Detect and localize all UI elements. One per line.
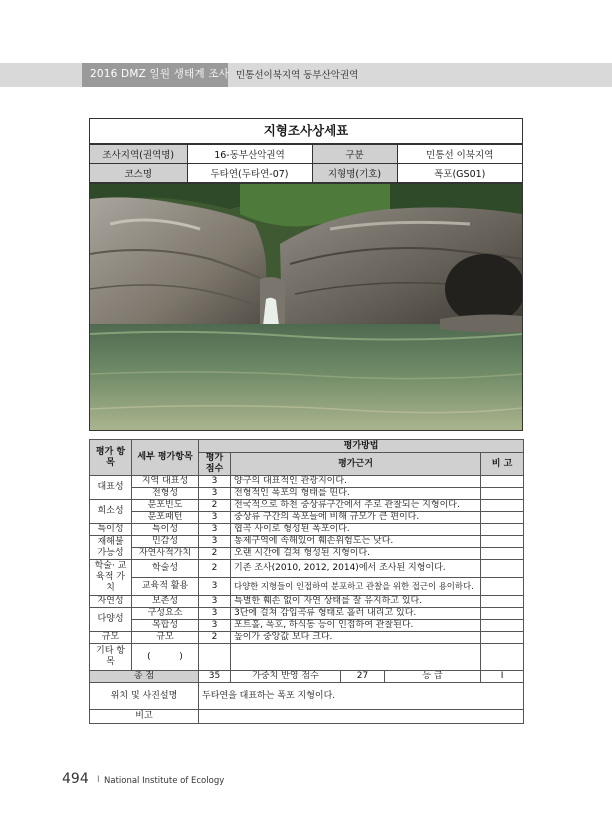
score-cell: 3 xyxy=(199,620,231,632)
info-row xyxy=(90,145,522,164)
basis-cell: 전형적인 폭포의 형태를 띤다. xyxy=(231,488,481,500)
category-cell: 특이성 xyxy=(90,524,132,536)
table-row xyxy=(90,644,524,671)
total-value: 35 xyxy=(199,671,231,683)
evaluation-table xyxy=(89,439,524,724)
table-row xyxy=(90,632,524,644)
detail-cell: 교육적 활용 xyxy=(132,578,199,596)
note-cell xyxy=(481,578,524,596)
card-title: 지형조사상세표 xyxy=(90,119,522,144)
detail-cell: 구성요소 xyxy=(132,608,199,620)
grade-value: I xyxy=(481,671,524,683)
section-subtitle: 민통선이북지역 동부산악권역 xyxy=(236,70,359,81)
detail-cell: 보존성 xyxy=(132,596,199,608)
score-cell: 2 xyxy=(199,632,231,644)
remark-label: 비고 xyxy=(90,710,199,724)
detail-cell: ( ) xyxy=(132,644,199,671)
score-cell: 3 xyxy=(199,512,231,524)
basis-cell: 오랜 시간에 걸쳐 형성된 지형이다. xyxy=(231,548,481,560)
note-cell xyxy=(481,608,524,620)
basis-cell: 협곡 사이로 형성된 폭포이다. xyxy=(231,524,481,536)
basis-cell: 기존 조사(2010, 2012, 2014)에서 조사된 지형이다. xyxy=(231,560,481,578)
table-row xyxy=(90,560,524,578)
note-cell xyxy=(481,632,524,644)
remark-row xyxy=(90,710,524,724)
note-cell xyxy=(481,560,524,578)
weighted-value: 27 xyxy=(341,671,385,683)
weighted-label: 가중치 반영 점수 xyxy=(231,671,341,683)
basis-cell: 3단에 걸쳐 감입곡류 형태로 흘러 내리고 있다. xyxy=(231,608,481,620)
location-label: 위치 및 사진설명 xyxy=(90,683,199,710)
detail-cell: 특이성 xyxy=(132,524,199,536)
info-value: 두타연(두타연-07) xyxy=(187,164,312,183)
location-value: 두타연을 대표하는 폭포 지형이다. xyxy=(199,683,524,710)
score-cell: 2 xyxy=(199,500,231,512)
score-cell: 3 xyxy=(199,578,231,596)
table-row xyxy=(90,476,524,488)
note-cell xyxy=(481,548,524,560)
note-cell xyxy=(481,536,524,548)
score-cell: 2 xyxy=(199,548,231,560)
category-cell: 재해불 가능성 xyxy=(90,536,132,560)
header-score: 평가 점수 xyxy=(199,453,231,476)
detail-cell: 자연사적가치 xyxy=(132,548,199,560)
score-cell xyxy=(199,644,231,671)
note-cell xyxy=(481,620,524,632)
score-cell: 3 xyxy=(199,476,231,488)
note-cell xyxy=(481,512,524,524)
detail-cell: 규모 xyxy=(132,632,199,644)
info-value: 폭포(GS01) xyxy=(397,164,522,183)
table-row xyxy=(90,608,524,620)
eval-header-row xyxy=(90,440,524,453)
info-key: 조사지역(권역명) xyxy=(90,145,187,164)
header-note: 비 고 xyxy=(481,453,524,476)
total-label: 총 점 xyxy=(90,671,199,683)
category-cell: 규모 xyxy=(90,632,132,644)
survey-card xyxy=(89,118,523,431)
score-cell: 3 xyxy=(199,536,231,548)
basis-cell: 포트홀, 폭호, 하식동 등이 인접하여 관찰된다. xyxy=(231,620,481,632)
detail-cell: 전형성 xyxy=(132,488,199,500)
category-cell: 자연성 xyxy=(90,596,132,608)
note-cell xyxy=(481,524,524,536)
table-row xyxy=(90,578,524,596)
detail-cell: 복합성 xyxy=(132,620,199,632)
total-row xyxy=(90,671,524,683)
table-row xyxy=(90,620,524,632)
report-title: 2016 DMZ 일원 생태계 조사 xyxy=(90,68,230,80)
info-value: 민통선 이북지역 xyxy=(397,145,522,164)
table-row xyxy=(90,488,524,500)
info-key: 구분 xyxy=(312,145,397,164)
table-row xyxy=(90,596,524,608)
note-cell xyxy=(481,488,524,500)
category-cell: 기타 항목 xyxy=(90,644,132,671)
table-row xyxy=(90,524,524,536)
institute-name: National Institute of Ecology xyxy=(104,776,225,786)
table-row xyxy=(90,512,524,524)
footer-separator: I xyxy=(97,775,100,785)
basis-cell: 특별한 훼손 없이 자연 상태를 잘 유지하고 있다. xyxy=(231,596,481,608)
header-basis: 평가근거 xyxy=(231,453,481,476)
category-cell: 희소성 xyxy=(90,500,132,524)
basis-cell xyxy=(231,644,481,671)
remark-value xyxy=(199,710,524,724)
basis-cell: 양구의 대표적인 관광지이다. xyxy=(231,476,481,488)
score-cell: 3 xyxy=(199,596,231,608)
header-detail: 세부 평가항목 xyxy=(132,440,199,476)
note-cell xyxy=(481,500,524,512)
detail-cell: 학술성 xyxy=(132,560,199,578)
header-method: 평가방법 xyxy=(199,440,524,453)
info-row xyxy=(90,164,522,183)
note-cell xyxy=(481,644,524,671)
header-item: 평가 항목 xyxy=(90,440,132,476)
basis-cell: 다양한 지형들이 인접하여 분포하고 관찰을 위한 접근이 용이하다. xyxy=(231,578,481,596)
category-cell: 대표성 xyxy=(90,476,132,500)
info-table xyxy=(90,144,522,183)
basis-cell: 통제구역에 속해있어 훼손위험도는 낮다. xyxy=(231,536,481,548)
info-key: 코스명 xyxy=(90,164,187,183)
info-value: 16-동부산악권역 xyxy=(187,145,312,164)
detail-cell: 분포패턴 xyxy=(132,512,199,524)
basis-cell: 높이가 중앙값 보다 크다. xyxy=(231,632,481,644)
score-cell: 3 xyxy=(199,608,231,620)
table-row xyxy=(90,500,524,512)
info-key: 지형명(기호) xyxy=(312,164,397,183)
table-row xyxy=(90,548,524,560)
waterfall-photo xyxy=(90,183,522,430)
waterfall-photo-illustration xyxy=(90,184,522,430)
score-cell: 3 xyxy=(199,524,231,536)
category-cell: 학술· 교육적 가치 xyxy=(90,560,132,596)
location-row xyxy=(90,683,524,710)
grade-label: 등 급 xyxy=(385,671,481,683)
detail-cell: 민감성 xyxy=(132,536,199,548)
score-cell: 3 xyxy=(199,488,231,500)
basis-cell: 중상류 구간의 폭포들에 비해 규모가 큰 편이다. xyxy=(231,512,481,524)
category-cell: 다양성 xyxy=(90,608,132,632)
score-cell: 2 xyxy=(199,560,231,578)
detail-cell: 분포빈도 xyxy=(132,500,199,512)
detail-cell: 지역 대표성 xyxy=(132,476,199,488)
note-cell xyxy=(481,596,524,608)
page-number: 494 xyxy=(62,771,89,787)
note-cell xyxy=(481,476,524,488)
basis-cell: 전국적으로 하천 중상류구간에서 주로 관찰되는 지형이다. xyxy=(231,500,481,512)
table-row xyxy=(90,536,524,548)
